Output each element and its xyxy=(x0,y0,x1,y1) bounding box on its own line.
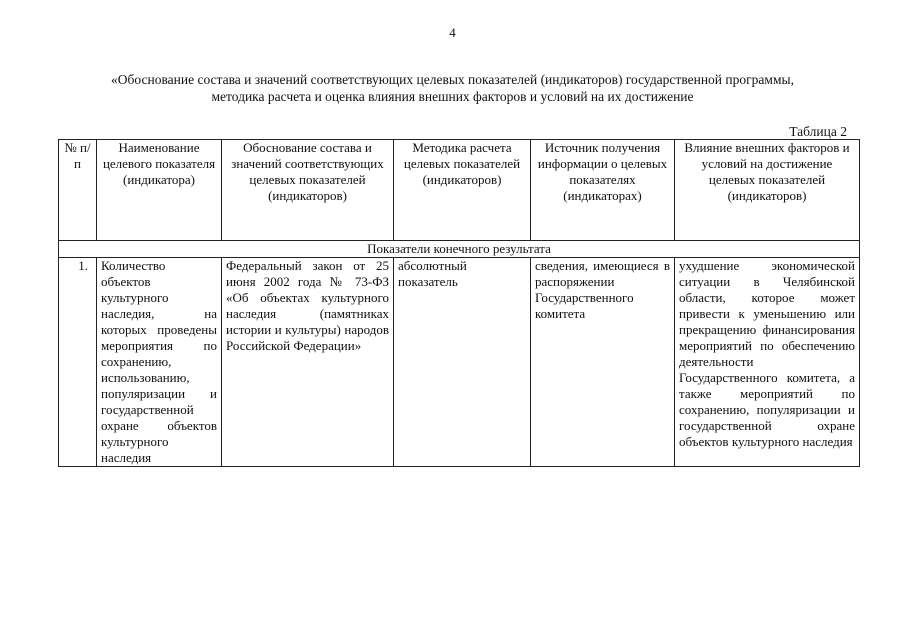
table-section-row xyxy=(59,241,860,258)
document-title-line-1: «Обоснование состава и значений соответствующих целевых показателей (индикаторов) государственной программы, xyxy=(111,72,794,87)
header-calculation-method: Методика расчета целевых показателей (индикаторов) xyxy=(394,140,531,241)
row-number: 1. xyxy=(59,258,97,467)
row-justification: Федеральный закон от 25 июня 2002 года № 73-ФЗ «Об объектах культурного наследия (памятниках истории и культуры) народов Российской Федерации» xyxy=(222,258,394,467)
header-indicator-name: Наименование целевого показателя (индикатора) xyxy=(97,140,222,241)
page-number: 4 xyxy=(449,25,456,40)
row-external-factors: ухудшение экономической ситуации в Челябинской области, которое может привести к уменьшению или прекращению финансирования мероприятий по обеспечению деятельности Государственного комитета, а также мероприятий по сохранению, популяризации и государственной охране объектов культурного наследия xyxy=(675,258,860,467)
table-caption: Таблица 2 xyxy=(789,124,847,139)
row-indicator-name: Количество объектов культурного наследия, на которых проведены мероприятия по сохранению, использованию, популяризации и государственной охране объектов культурного наследия xyxy=(97,258,222,467)
document-title xyxy=(40,71,865,105)
section-title: Показатели конечного результата xyxy=(59,241,860,258)
row-calculation-method: абсолютный показатель xyxy=(394,258,531,467)
row-information-source: сведения, имеющиеся в распоряжении Государственного комитета xyxy=(531,258,675,467)
document-title-line-2: методика расчета и оценка влияния внешних факторов и условий на их достижение xyxy=(211,89,694,104)
header-justification: Обоснование состава и значений соответствующих целевых показателей (индикаторов) xyxy=(222,140,394,241)
header-information-source: Источник получения информации о целевых показателях (индикаторах) xyxy=(531,140,675,241)
header-number: № п/п xyxy=(59,140,97,241)
indicators-table xyxy=(58,139,860,467)
header-external-factors: Влияние внешних факторов и условий на достижение целевых показателей (индикаторов) xyxy=(675,140,860,241)
table-header-row xyxy=(59,140,860,241)
table-row xyxy=(59,258,860,467)
